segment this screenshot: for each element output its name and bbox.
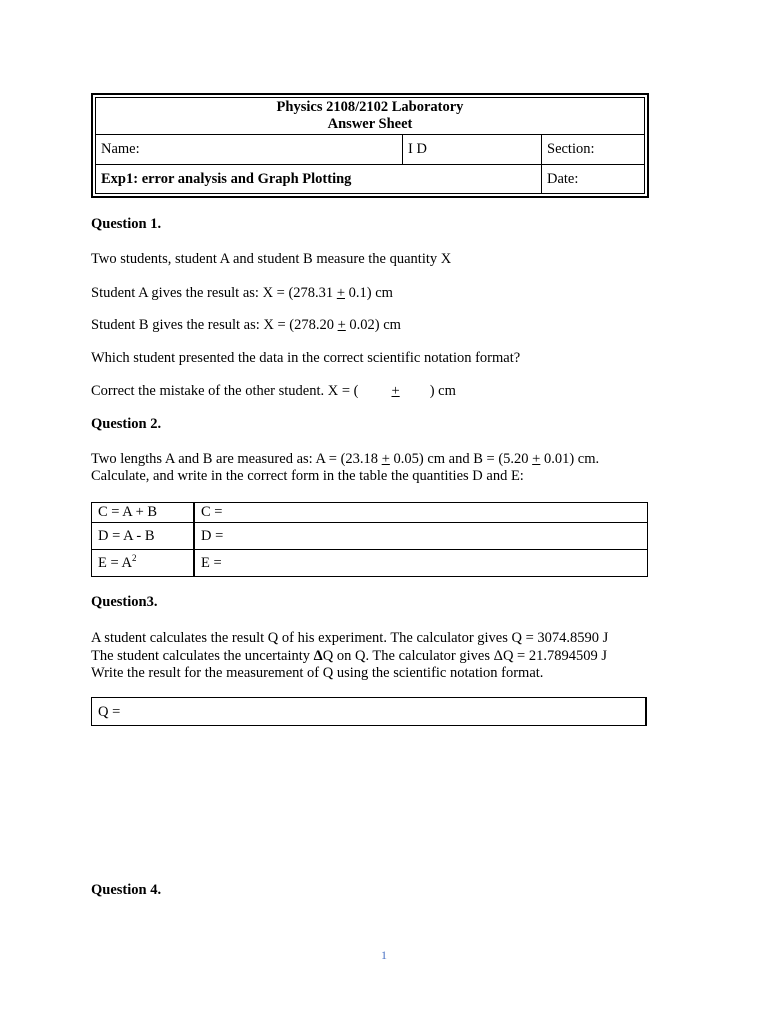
q3-line-2: The student calculates the uncertainty ΔQ on Q. The calculator gives ΔQ = 21.7894509 J — [91, 648, 607, 664]
date-field[interactable]: Date: — [542, 165, 645, 194]
q2-answer-table — [91, 502, 648, 577]
plus-minus: + — [381, 451, 390, 467]
q1-correction-line: Correct the mistake of the other student. X = ( + ) cm — [91, 383, 456, 399]
header-table — [95, 97, 645, 194]
question-1-heading: Question 1. — [91, 216, 162, 232]
row-label: $E = A^2$ — [92, 550, 195, 577]
sheet-title — [96, 98, 645, 135]
row-label: C = A + B — [92, 503, 195, 523]
question-4-heading: Question 4. — [91, 882, 162, 898]
q1-line-4: Which student presented the data in the correct scientific notation format? — [91, 350, 521, 366]
experiment-title: Exp1: error analysis and Graph Plotting — [96, 165, 542, 194]
title-line-2: Answer Sheet — [327, 116, 413, 132]
row-label: D = A - B — [92, 523, 195, 550]
q1-line-1: Two students, student A and student B measure the quantity X — [91, 251, 452, 267]
q-answer-box[interactable] — [91, 697, 647, 726]
q2-line-2: Calculate, and write in the correct form in the table the quantities D and E: — [91, 468, 524, 484]
plus-minus: + — [532, 451, 541, 467]
page-number: 1 — [381, 948, 387, 962]
q1-line-3: Student B gives the result as: X = (278.20 + 0.02) cm — [91, 317, 401, 333]
answer-cell-d[interactable]: D = — [194, 523, 648, 550]
table-row — [92, 523, 648, 550]
section-field[interactable]: Section: — [542, 135, 645, 165]
delta-symbol: Δ — [313, 648, 323, 664]
plus-minus: + — [336, 285, 345, 301]
id-field[interactable]: I D — [403, 135, 542, 165]
question-3-heading: Question3. — [91, 594, 158, 610]
q2-line-1: Two lengths A and B are measured as: A = (23.18 + 0.05) cm and B = (5.20 + 0.01) cm. — [91, 451, 600, 467]
q3-line-1: A student calculates the result Q of his experiment. The calculator gives Q = 3074.8590 J — [91, 630, 609, 646]
answer-cell-c[interactable]: C = — [194, 503, 648, 523]
answer-cell-e[interactable]: E = — [194, 550, 648, 577]
table-row — [92, 503, 648, 523]
q1-line-2: Student A gives the result as: X = (278.31 + 0.1) cm — [91, 285, 393, 301]
q3-line-3: Write the result for the measurement of Q using the scientific notation format. — [91, 665, 544, 681]
plus-minus: + — [391, 383, 400, 399]
table-row — [92, 550, 648, 577]
title-line-1: Physics 2108/2102 Laboratory — [276, 99, 464, 115]
q-answer-label: Q = — [98, 704, 121, 720]
question-2-heading: Question 2. — [91, 416, 162, 432]
name-field[interactable]: Name: — [96, 135, 403, 165]
plus-minus: + — [337, 317, 346, 333]
answer-sheet-header — [91, 93, 649, 198]
